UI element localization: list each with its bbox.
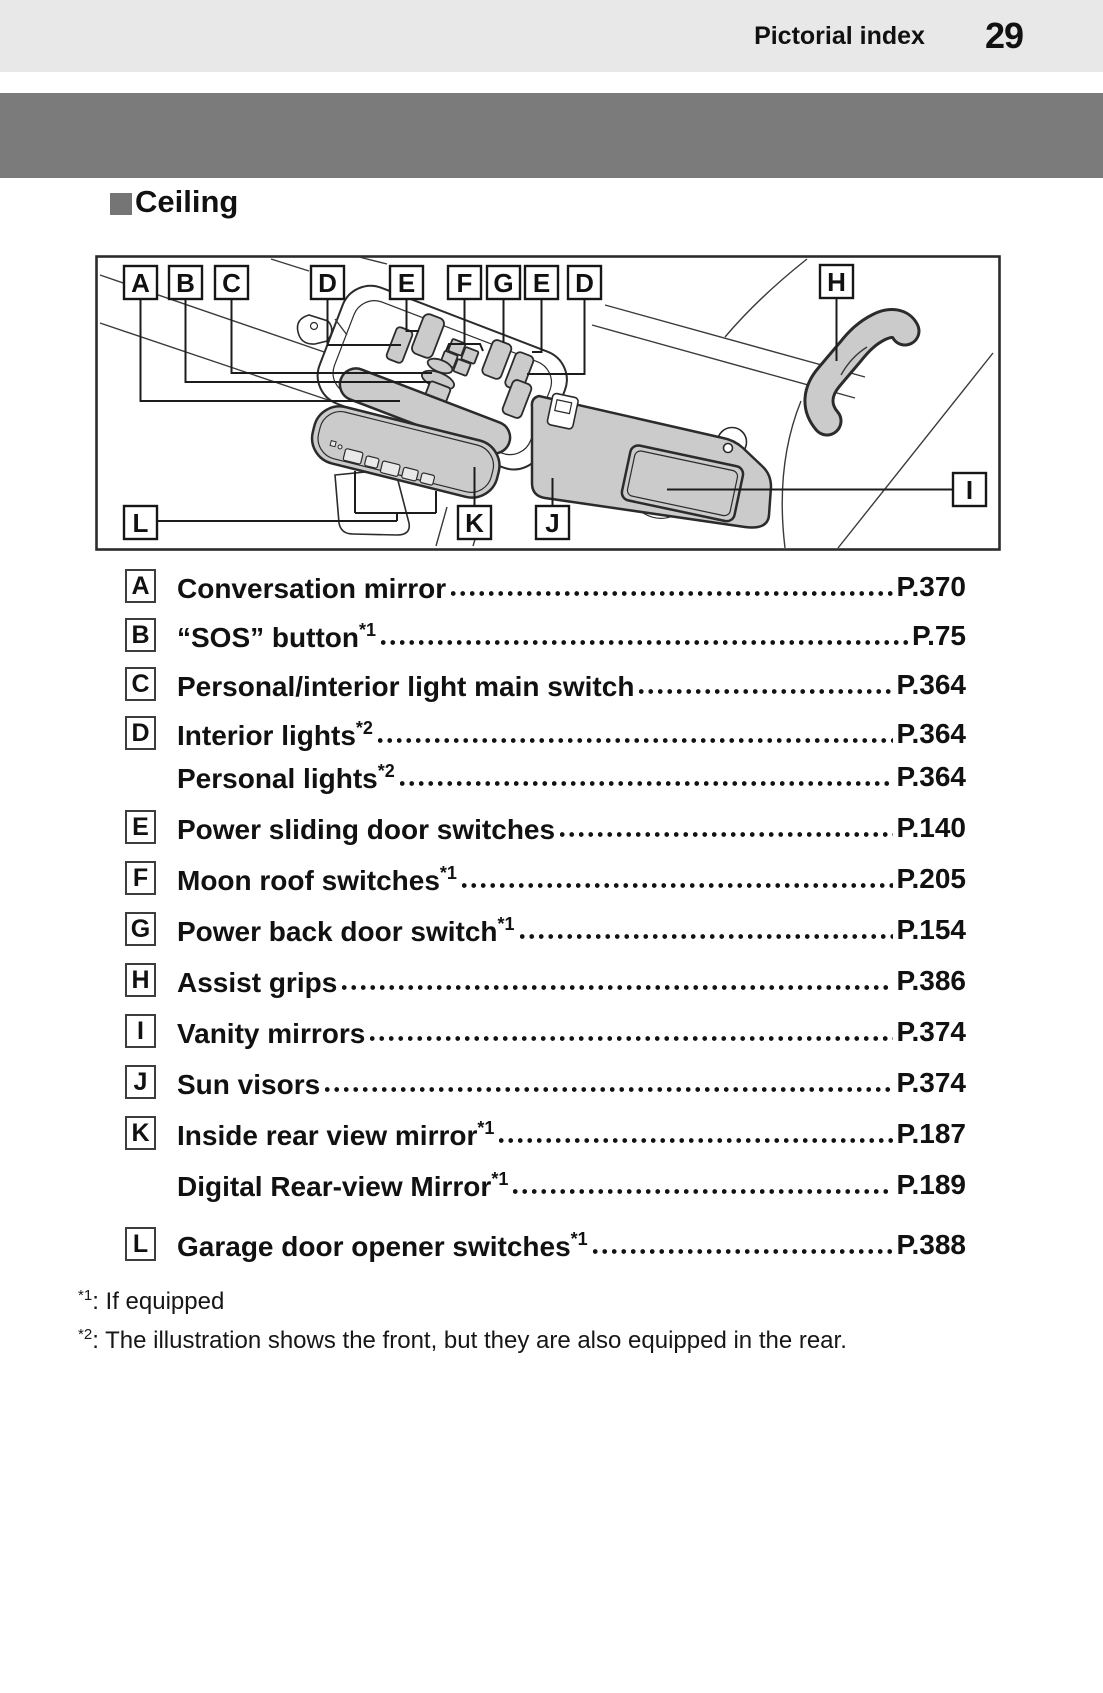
footnote-marker: *2 [78, 1326, 93, 1343]
footnote-1 [78, 1288, 847, 1316]
index-row [125, 844, 966, 895]
callout-letter: I [965, 475, 974, 505]
item-page-ref: P.205 [896, 863, 966, 894]
item-letter-box: C [125, 667, 156, 701]
item-label: Sun visors [177, 1068, 321, 1100]
item-page-ref: P.364 [896, 718, 966, 749]
footnote-colon: : [92, 1288, 99, 1315]
callout-letter: B [176, 268, 195, 298]
item-label: Assist grips [177, 966, 338, 998]
footnote-ref: *2 [355, 717, 373, 738]
dot-leader [520, 934, 894, 939]
item-label: Moon roof switches$^{*1}$ [177, 862, 457, 896]
item-letter-box: J [125, 1065, 156, 1099]
footnote-ref: *1 [491, 1168, 509, 1189]
callout-letter: C [222, 268, 241, 298]
item-letter-box: K [125, 1116, 156, 1150]
item-page-ref: P.370 [896, 571, 966, 602]
index-row [125, 997, 966, 1048]
dot-leader [325, 1087, 893, 1092]
footnote-ref: *1 [439, 862, 457, 883]
dot-leader [400, 781, 894, 786]
index-row [125, 1099, 966, 1150]
dot-leader [593, 1249, 894, 1254]
callout-letter: D [575, 268, 594, 298]
index-subrow [125, 1150, 966, 1201]
item-label: Inside rear view mirror$^{*1}$ [177, 1117, 495, 1151]
item-label: Conversation mirror [177, 572, 447, 604]
item-letter-box: H [125, 963, 156, 997]
item-letter-box: E [125, 810, 156, 844]
item-letter-box: A [125, 569, 156, 603]
item-label: Power sliding door switches [177, 813, 556, 845]
page-number: 29 [984, 15, 1023, 56]
footnote-ref: *1 [358, 619, 376, 640]
index-row [125, 701, 966, 750]
item-page-ref: P.374 [896, 1067, 966, 1098]
index-row [125, 895, 966, 946]
item-label: “SOS” button$^{*1}$ [177, 619, 376, 653]
index-row [125, 1201, 966, 1261]
callout-letter: D [318, 268, 337, 298]
footnote-marker: *1 [78, 1287, 93, 1304]
index-row [125, 554, 966, 603]
callout-letter: G [493, 268, 514, 298]
footnote-text: If equipped [105, 1288, 225, 1315]
dot-leader [639, 689, 893, 694]
item-page-ref: P.75 [912, 620, 966, 651]
page-header-title: Pictorial index [754, 21, 925, 50]
page-header-band [0, 0, 1103, 72]
dot-leader [499, 1138, 893, 1143]
item-page-ref: P.154 [896, 914, 966, 945]
section-divider-band [0, 93, 1103, 178]
item-page-ref: P.364 [896, 669, 966, 700]
index-row [125, 1048, 966, 1099]
item-page-ref: P.189 [896, 1169, 966, 1200]
callout-letter: E [397, 268, 416, 298]
dot-leader [381, 640, 909, 645]
footnote-ref: *1 [570, 1228, 588, 1249]
item-letter-box: G [125, 912, 156, 946]
visor-clip [547, 393, 579, 430]
footnote-ref: *1 [477, 1117, 495, 1138]
dot-leader [560, 832, 893, 837]
index-row [125, 603, 966, 652]
item-letter-box: L [125, 1227, 156, 1261]
pictorial-index-list [125, 554, 966, 1261]
section-title: Ceiling [135, 184, 239, 219]
item-page-ref: P.187 [896, 1118, 966, 1149]
index-row [125, 793, 966, 844]
item-page-ref: P.386 [896, 965, 966, 996]
dot-leader [378, 738, 894, 743]
item-label: Vanity mirrors [177, 1017, 366, 1049]
index-subrow [125, 750, 966, 793]
dot-leader [462, 883, 894, 888]
item-label: Power back door switch$^{*1}$ [177, 913, 515, 947]
item-letter-box: B [125, 618, 156, 652]
section-marker-square [110, 193, 132, 215]
item-page-ref: P.364 [896, 761, 966, 792]
item-letter-box: I [125, 1014, 156, 1048]
item-letter-box: F [125, 861, 156, 895]
footnote-ref: *2 [377, 760, 395, 781]
footnotes [78, 1288, 847, 1366]
item-page-ref: P.374 [896, 1016, 966, 1047]
callout-letter: E [532, 268, 551, 298]
callout-letter: A [131, 268, 150, 298]
item-label: Personal/interior light main switch [177, 670, 635, 702]
footnote-text: The illustration shows the front, but they are also equipped in the rear. [105, 1327, 847, 1354]
item-label: Interior lights$^{*2}$ [177, 717, 373, 751]
footnote-ref: *1 [497, 913, 515, 934]
ceiling-diagram [95, 255, 1001, 556]
item-label: Digital Rear-view Mirror$^{*1}$ [177, 1168, 509, 1202]
index-row [125, 652, 966, 701]
item-label: Garage door opener switches$^{*1}$ [177, 1228, 588, 1262]
item-page-ref: P.140 [896, 812, 966, 843]
item-page-ref: P.388 [896, 1229, 966, 1260]
callout-letter: K [465, 508, 484, 538]
callout-letter: L [132, 508, 149, 538]
item-label: Personal lights$^{*2}$ [177, 760, 395, 794]
callout-letter: J [545, 508, 560, 538]
dot-leader [451, 591, 893, 596]
ceiling-diagram-svg [95, 255, 1001, 551]
footnote-2 [78, 1327, 847, 1355]
item-letter-box: D [125, 716, 156, 750]
callout-letter: F [456, 268, 473, 298]
dot-leader [342, 985, 893, 990]
callout-letter: H [827, 267, 846, 297]
footnote-colon: : [92, 1327, 99, 1354]
section-heading [110, 184, 238, 220]
dot-leader [513, 1189, 893, 1194]
index-row [125, 946, 966, 997]
dot-leader [370, 1036, 893, 1041]
